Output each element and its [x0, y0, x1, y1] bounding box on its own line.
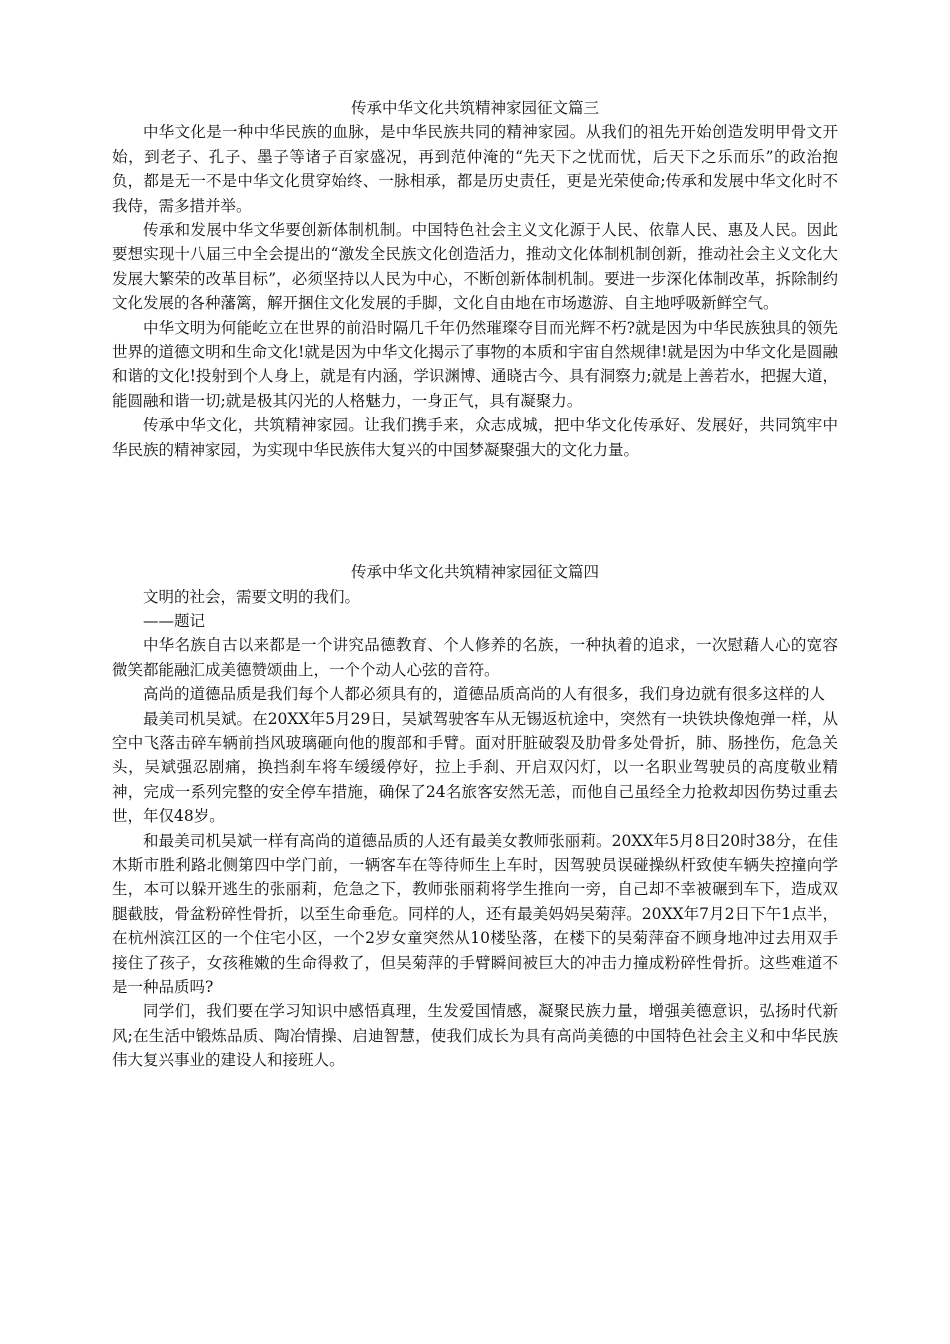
essay-section-4: [112, 560, 838, 1073]
paragraph: 传承中华文化，共筑精神家园。让我们携手来，众志成城，把中华文化传承好、发展好，共同筑牢中华民族的精神家园，为实现中华民族伟大复兴的中国梦凝聚强大的文化力量。: [112, 416, 838, 459]
document-page: [112, 96, 838, 1073]
essay-section-3: [112, 96, 838, 462]
paragraph: 同学们，我们要在学习知识中感悟真理，生发爱国情感，凝聚民族力量，增强美德意识，弘扬时代新风;在生活中锻炼品质、陶冶情操、启迪智慧，使我们成长为具有高尚美德的中国特色社会主义和中华民族伟大复兴事业的建设人和接班人。: [112, 1002, 838, 1070]
paragraph: 中华文化是一种中华民族的血脉，是中华民族共同的精神家园。从我们的祖先开始创造发明甲骨文开始，到老子、孔子、墨子等诸子百家盛况，再到范仲淹的“先天下之忧而忧，后天下之乐而乐”的政治抱负，都是无一不是中华文化贯穿始终、一脉相承，都是历史责任，更是光荣使命;传承和发展中华文化时不我侍，需多措并举。: [112, 123, 838, 215]
epigraph-attribution: ——题记: [143, 611, 206, 630]
paragraph: 中华名族自古以来都是一个讲究品德教育、个人修养的名族，一种执着的追求，一次慰藉人心的宽容微笑都能融汇成美德赞颂曲上，一个个动人心弦的音符。: [112, 636, 838, 679]
essay-title-3: 传承中华文化共筑精神家园征文篇三: [350, 99, 599, 117]
paragraph: 文明的社会，需要文明的我们。: [143, 587, 361, 606]
essay-title-4: 传承中华文化共筑精神家园征文篇四: [350, 563, 599, 582]
section-gap: [112, 462, 838, 560]
paragraph: 最美司机吴斌。在20XX年5月29日，吴斌驾驶客车从无锡返杭途中，突然有一块铁块像炮弹一样，从空中飞落击碎车辆前挡风玻璃砸向他的腹部和手臂。面对肝脏破裂及肋骨多处骨折，肺、肠挫伤，危急关头，吴斌强忍剧痛，换挡刹车将车缓缓停好，拉上手刹、开启双闪灯，以一名职业驾驶员的高度敬业精神，完成一系列完整的安全停车措施，确保了24名旅客安然无恙，而他自己虽经全力抢救却因伤势过重去世，年仅48岁。: [112, 709, 838, 826]
paragraph: 传承和发展中华文华要创新体制机制。中国特色社会主义文化源于人民、依靠人民、惠及人民。因此要想实现十八届三中全会提出的“激发全民族文化创造活力，推动文化体制机制创新，推动社会主义文化大发展大繁荣的改革目标”，必须坚持以人民为中心，不断创新体制机制。要进一步深化体制改革，拆除制约文化发展的各种藩篱，解开捆住文化发展的手脚，文化自由地在市场遨游、自主地呼吸新鲜空气。: [112, 221, 838, 313]
paragraph: 和最美司机吴斌一样有高尚的道德品质的人还有最美女教师张丽莉。20XX年5月8日20时38分，在佳木斯市胜利路北侧第四中学门前，一辆客车在等待师生上车时，因驾驶员误碰操纵杆致使车辆失控撞向学生，本可以躲开逃生的张丽莉，危急之下，教师张丽莉将学生推向一旁，自己却不幸被碾到车下，造成双腿截肢，骨盆粉碎性骨折，以至生命垂危。同样的人，还有最美妈妈吴菊萍。20XX年7月2日下午1点半，在杭州滨江区的一个住宅小区，一个2岁女童突然从10楼坠落，在楼下的吴菊萍奋不顾身地冲过去用双手接住了孩子，女孩稚嫩的生命得救了，但吴菊萍的手臂瞬间被巨大的冲击力撞成粉碎性骨折。这些难道不是一种品质吗?: [112, 831, 838, 996]
paragraph: 高尚的道德品质是我们每个人都必须具有的，道德品质高尚的人有很多，我们身边就有很多这样的人: [143, 685, 826, 704]
paragraph: 中华文明为何能屹立在世界的前沿时隔几千年仍然璀璨夺目而光辉不朽?就是因为中华民族独具的领先世界的道德文明和生命文化!就是因为中华文化揭示了事物的本质和宇宙自然规律!就是因为中华文化是圆融和谐的文化!投射到个人身上，就是有内涵，学识渊博、通晓古今、具有洞察力;就是上善若水，把握大道，能圆融和谐一切;就是极其闪光的人格魅力，一身正气，具有凝聚力。: [112, 318, 838, 410]
